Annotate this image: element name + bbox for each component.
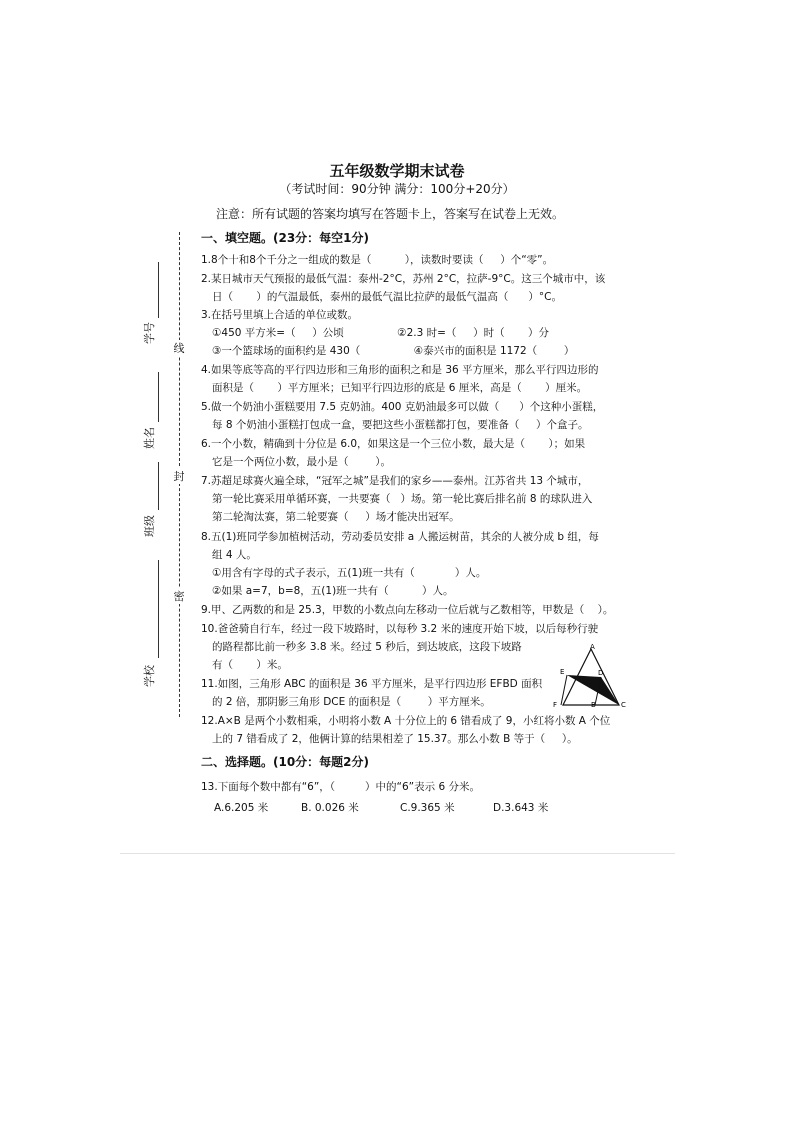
question-12-cont: 上的 7 错看成了 2，他俩计算的结果相差了 15.37。那么小数 B 等于（ ）。 — [212, 733, 578, 745]
question-1: 1.8个十和8个千分之一组成的数是（ ），读数时要读（ ）个“零”。 — [201, 254, 554, 266]
question-13: 13.下面每个数中都有“6”，（ ）中的“6”表示 6 分米。 — [201, 781, 480, 793]
option-d: D.3.643 米 — [493, 802, 549, 814]
question-4-cont: 面积是（ ）平方厘米；已知平行四边形的底是 6 厘米，高是（ ）厘米。 — [212, 382, 588, 394]
question-8-cont: 组 4 人。 — [212, 549, 257, 561]
question-11-cont: 的 2 倍，那阴影三角形 DCE 的面积是（ ）平方厘米。 — [212, 696, 491, 708]
binding-char-xian: 线 — [171, 340, 187, 356]
question-12: 12.A×B 是两个小数相乘，小明将小数 A 十分位上的 6 错看成了 9，小红将小数 A 个位 — [201, 715, 611, 727]
question-3-b: ③一个篮球场的面积约是 430（ ④泰兴市的面积是 1172（ ） — [212, 345, 575, 357]
question-7-cont-2: 第二轮淘汰赛，第二轮要赛（ ）场才能决出冠军。 — [212, 511, 460, 523]
label-e: E — [560, 668, 565, 676]
label-b: B — [591, 701, 596, 708]
class-line — [158, 462, 159, 510]
exam-title: 五年级数学期末试卷 — [329, 162, 465, 180]
question-8-a: ①用含有字母的式子表示，五(1)班一共有（ ）人。 — [212, 567, 487, 579]
label-f: F — [553, 701, 558, 708]
student-id-line — [158, 262, 159, 318]
class-label: 班级 — [143, 515, 156, 537]
question-7: 7.苏超足球赛火遍全球，“冠军之城”是我们的家乡——泰州。江苏省共 13 个城市， — [201, 475, 589, 487]
question-2: 2.某日城市天气预报的最低气温：泰州-2°C，苏州 2°C，拉萨-9°C。这三个城市中，该 — [201, 273, 606, 285]
question-4: 4.如果等底等高的平行四边形和三角形的面积之和是 36 平方厘米，那么平行四边形的 — [201, 364, 599, 376]
school-line — [158, 560, 159, 658]
name-label: 姓名 — [143, 427, 156, 449]
option-b: B. 0.026 米 — [301, 802, 359, 814]
binding-char-mi: 密 — [171, 588, 187, 604]
question-10: 10.爸爸骑自行车，经过一段下坡路时，以每秒 3.2 米的速度开始下坡，以后每秒行驶 — [201, 623, 599, 635]
triangle-figure — [551, 643, 631, 708]
question-11: 11.如图，三角形 ABC 的面积是 36 平方厘米，是平行四边形 EFBD 面积 — [201, 678, 543, 690]
question-3-a: ①450 平方米=（ ）公顷 ②2.3 时=（ ）时（ ）分 — [212, 327, 549, 339]
question-7-cont-1: 第一轮比赛采用单循环赛，一共要赛（ ）场。第一轮比赛后排名前 8 的球队进入 — [212, 493, 593, 505]
question-6-cont: 它是一个两位小数，最小是（ ）。 — [212, 456, 391, 468]
label-d: D — [598, 669, 604, 677]
question-10-cont: 的路程都比前一秒多 3.8 米。经过 5 秒后，到达坡底，这段下坡路 — [212, 641, 522, 653]
question-10-cont-2: 有（ ）米。 — [212, 659, 288, 671]
section-1-heading: 一、填空题。(23分：每空1分) — [201, 231, 370, 245]
label-c: C — [621, 701, 626, 708]
page-divider — [120, 853, 675, 854]
exam-notice: 注意：所有试题的答案均填写在答题卡上，答案写在试卷上无效。 — [216, 207, 565, 221]
question-5: 5.做一个奶油小蛋糕要用 7.5 克奶油。400 克奶油最多可以做（ ）个这种小蛋糕， — [201, 401, 604, 413]
option-c: C.9.365 米 — [400, 802, 455, 814]
question-9: 9.甲、乙两数的和是 25.3，甲数的小数点向左移动一位后就与乙数相等，甲数是（ ）。 — [201, 604, 614, 616]
section-2-heading: 二、选择题。(10分：每题2分) — [201, 755, 370, 769]
question-3: 3.在括号里填上合适的单位或数。 — [201, 309, 359, 321]
label-a: A — [590, 643, 595, 651]
option-a: A.6.205 米 — [214, 802, 269, 814]
question-2-cont: 日（ ）的气温最低，泰州的最低气温比拉萨的最低气温高（ ）°C。 — [212, 291, 562, 303]
question-5-cont: 每 8 个奶油小蛋糕打包成一盒，要把这些小蛋糕都打包，要准备（ ）个盒子。 — [212, 419, 589, 431]
student-id-label: 学号 — [143, 322, 156, 344]
question-6: 6.一个小数，精确到十分位是 6.0，如果这是一个三位小数，最大是（ ）；如果 — [201, 438, 586, 450]
question-8: 8.五(1)班同学参加植树活动，劳动委员安排 a 人搬运树苗，其余的人被分成 b 组，每 — [201, 531, 599, 543]
school-label: 学校 — [143, 665, 156, 687]
binding-char-feng: 封 — [171, 468, 187, 484]
question-8-b: ②如果 a=7，b=8，五(1)班一共有（ ）人。 — [212, 585, 454, 597]
name-line — [158, 372, 159, 422]
exam-subtitle: （考试时间：90分钟 满分：100分+20分） — [279, 182, 515, 196]
segment-ef — [561, 675, 567, 705]
